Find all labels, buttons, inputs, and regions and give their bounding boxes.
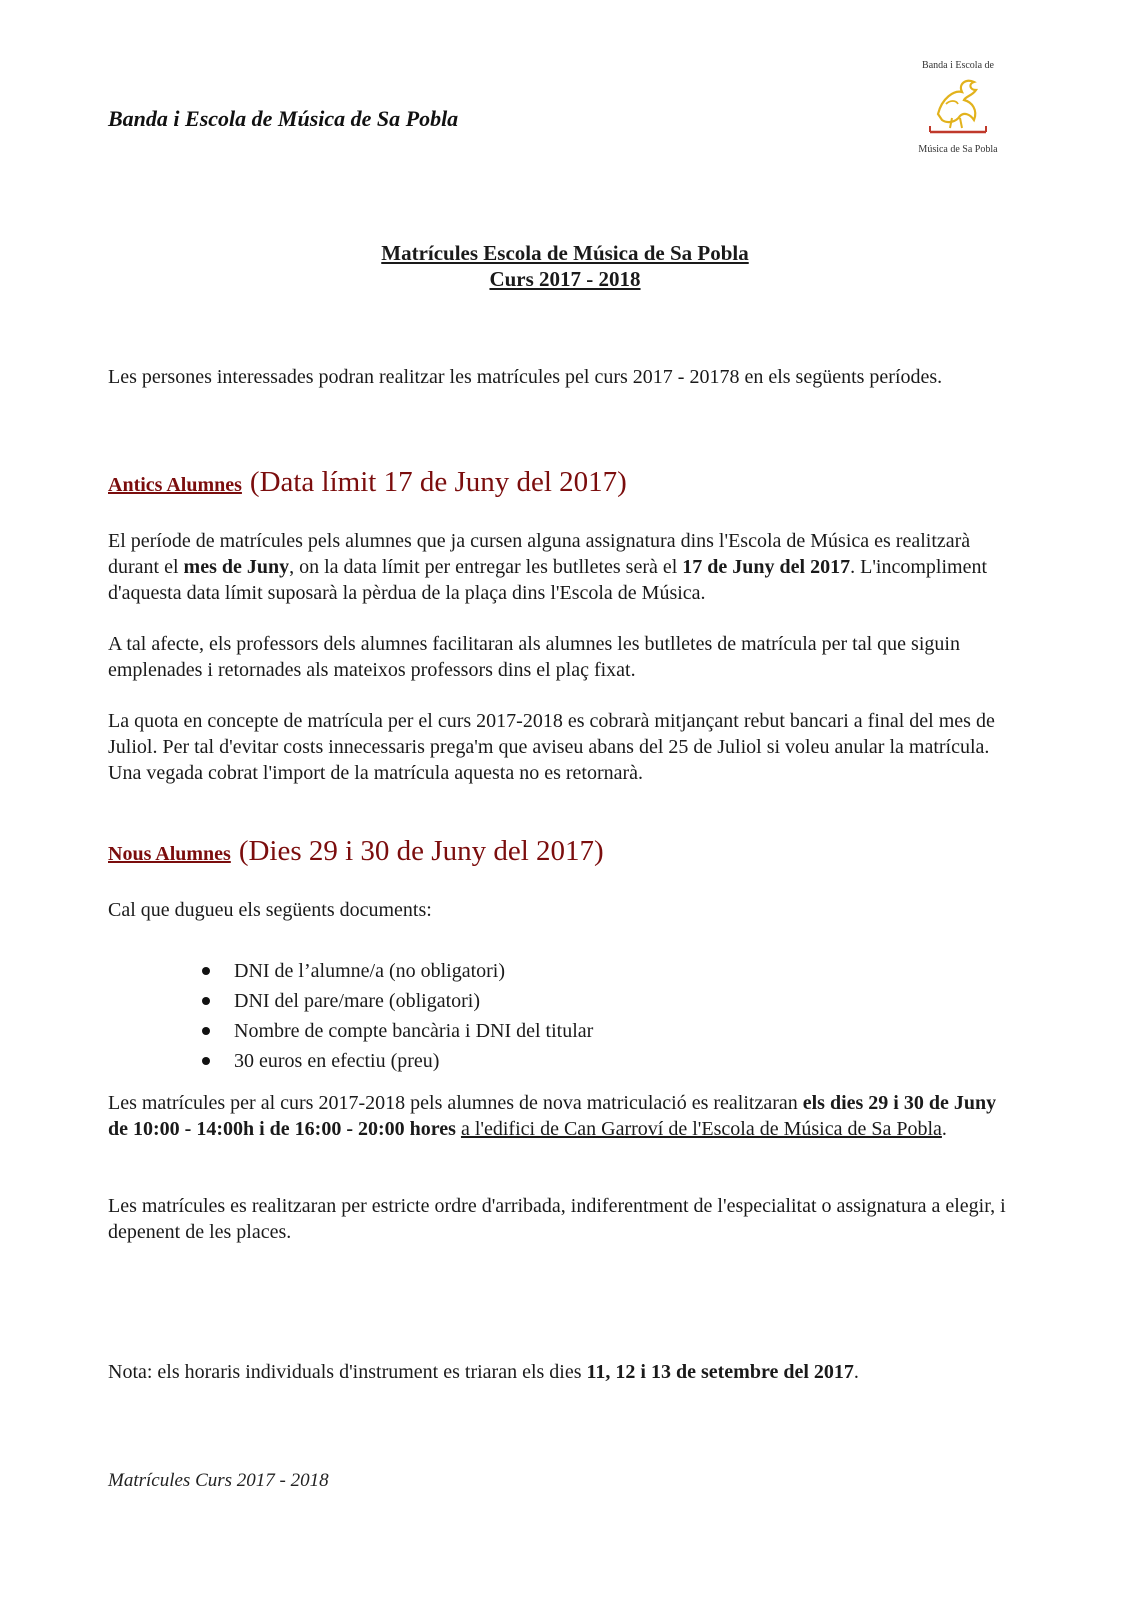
list-item: DNI del pare/mare (obligatori) (196, 986, 593, 1016)
antics-label: Antics Alumnes (108, 474, 242, 496)
list-item: Nombre de compte bancària i DNI del titular (196, 1016, 593, 1046)
antics-paragraph-3: La quota en concepte de matrícula per el curs 2017-2018 es cobrarà mitjançant rebut bancari a final del mes de Juliol. Per tal d'evitar costs innecessaris prega'm que aviseu abans del 25 de Juliol si voleu anular la matrícula. Una vegada cobrat l'import de la matrícula aquesta no es retornarà. (108, 710, 995, 784)
antics-paragraph-1 (108, 528, 1018, 606)
title-line-2: Curs 2017 - 2018 (489, 267, 641, 291)
documents-list (196, 956, 593, 1076)
list-item: DNI de l’alumne/a (no obligatori) (196, 956, 593, 986)
text-run: . (853, 1361, 859, 1383)
antics-paragraph-2: A tal afecte, els professors dels alumnes facilitaran als alumnes les butlletes de matrícula per tal que siguin emplenades i retornades als mateixos professors dins el plaç fixat. (108, 633, 960, 681)
text-run: Nota: els horaris individuals d'instrument es triaran els dies (108, 1361, 587, 1383)
nous-label: Nous Alumnes (108, 843, 231, 865)
text-bold: mes de Juny (183, 556, 290, 578)
logo (918, 56, 1028, 160)
nous-heading (108, 835, 604, 868)
nota-paragraph (108, 1359, 1018, 1385)
text-run: Les matrícules per al curs 2017-2018 pels alumnes de nova matriculació es realitzaran (108, 1092, 803, 1114)
text-bold: 11, 12 i 13 de setembre del 2017 (586, 1361, 854, 1383)
nous-paragraph-2: Les matrícules es realitzaran per estricte ordre d'arribada, indiferentment de l'especialitat o assignatura a elegir, i depenent de les places. (108, 1195, 1006, 1243)
antics-heading (108, 466, 627, 499)
title-line-1: Matrícules Escola de Música de Sa Pobla (381, 241, 749, 265)
text-run: . (941, 1118, 947, 1140)
text-bold: 17 de Juny del 2017 (682, 556, 851, 578)
nous-date: (Dies 29 i 30 de Juny del 2017) (238, 835, 604, 867)
page-footer: Matrícules Curs 2017 - 2018 (108, 1470, 329, 1491)
docs-intro: Cal que dugueu els següents documents: (108, 899, 432, 921)
logo-bottom-text: Música de Sa Pobla (918, 144, 998, 155)
list-item: 30 euros en efectiu (preu) (196, 1046, 593, 1076)
text-run: , on la data límit per entregar les butlletes serà el (289, 556, 683, 578)
text-run: . L'incompliment d'aquesta data límit suposarà la pèrdua de la plaça dins l'Escola de Música. (108, 556, 988, 604)
location-text: a l'edifici de Can Garroví de l'Escola de Música de Sa Pobla (460, 1118, 942, 1140)
logo-top-text: Banda i Escola de (922, 60, 994, 71)
griffin-emblem-icon (928, 74, 988, 140)
intro-paragraph: Les persones interessades podran realitzar les matrícules pel curs 2017 - 20178 en els següents períodes. (108, 366, 943, 388)
nous-paragraph-1 (108, 1090, 1018, 1142)
organization-title: Banda i Escola de Música de Sa Pobla (108, 106, 459, 131)
text-run: El període de matrícules pels alumnes que ja cursen alguna assignatura dins l'Escola de Música es realitzarà durant el (108, 530, 971, 578)
page-title (0, 240, 1130, 292)
text-bold: els dies 29 i 30 de Juny de 10:00 - 14:00h i de 16:00 - 20:00 hores (108, 1092, 997, 1140)
antics-date: (Data límit 17 de Juny del 2017) (249, 466, 627, 498)
